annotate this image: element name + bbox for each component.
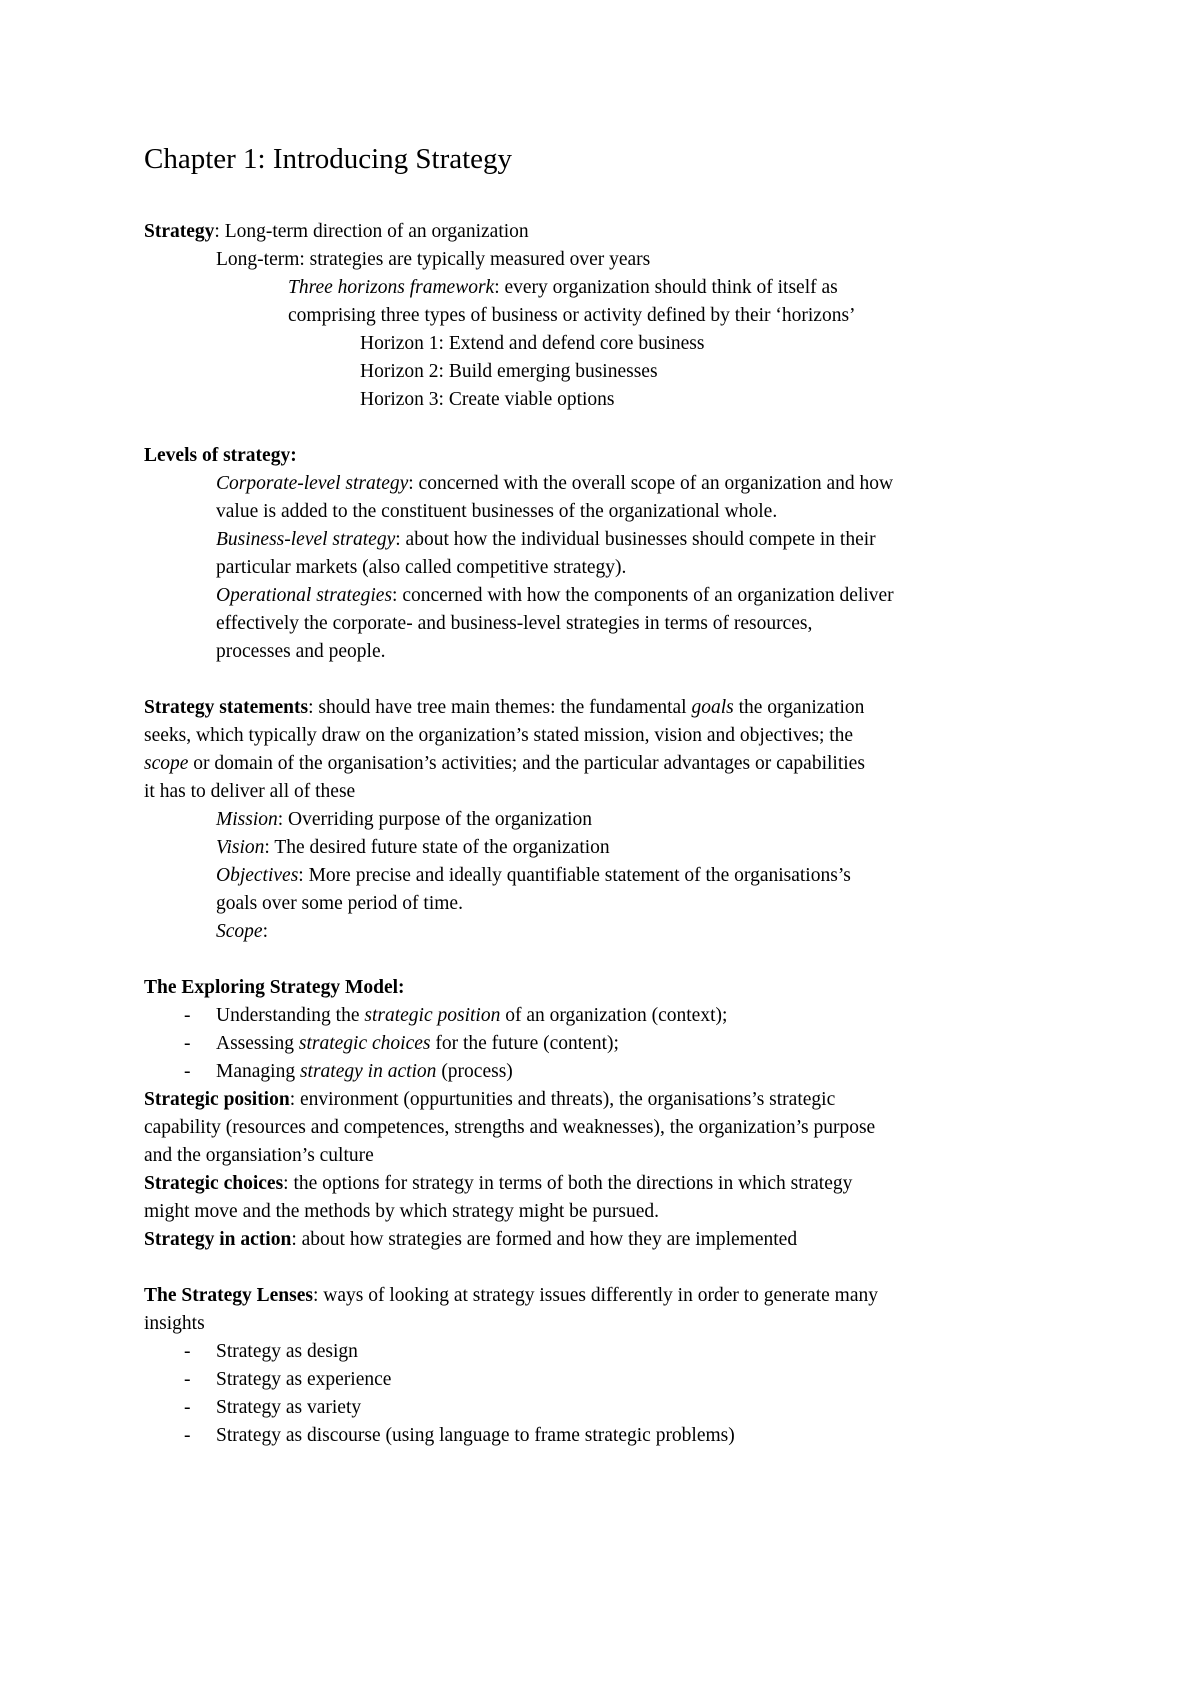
lens-item-text: Strategy as experience bbox=[216, 1369, 392, 1390]
statements-line-2: seeks, which typically draw on the organization’s stated mission, vision and objectives; the bbox=[144, 725, 854, 746]
mission-line bbox=[144, 806, 1074, 834]
three-horizons-term: Three horizons framework bbox=[288, 277, 495, 298]
model-bullet-1 bbox=[144, 1002, 1074, 1030]
spacer bbox=[144, 666, 1074, 694]
chapter-title: Chapter 1: Introducing Strategy bbox=[144, 143, 513, 175]
operational-line-3: processes and people. bbox=[216, 641, 386, 662]
lens-item-text: Strategy as variety bbox=[216, 1397, 362, 1418]
position-term: Strategic position bbox=[144, 1089, 290, 1110]
horizon-3: Horizon 3: Create viable options bbox=[360, 389, 615, 410]
operational-line-2: effectively the corporate- and business-level strategies in terms of resources, bbox=[216, 613, 813, 634]
business-level-def: : about how the individual businesses should compete in their bbox=[395, 529, 876, 550]
strategy-def-text: : Long-term direction of an organization bbox=[214, 221, 529, 242]
three-horizons-line-2: comprising three types of business or activity defined by their ‘horizons’ bbox=[288, 305, 856, 326]
position-line-2: capability (resources and competences, strengths and weaknesses), the organization’s purpose bbox=[144, 1117, 876, 1138]
statements-line-1 bbox=[144, 694, 1074, 722]
statements-text-1a: : should have tree main themes: the fundamental bbox=[308, 697, 692, 718]
strategy-definition bbox=[144, 218, 1074, 246]
choices-term: Strategic choices bbox=[144, 1173, 284, 1194]
three-horizons-line bbox=[144, 274, 1074, 302]
spacer bbox=[144, 946, 1074, 974]
choices-line-1 bbox=[144, 1170, 1074, 1198]
bullet-emphasis: strategic position bbox=[364, 1005, 501, 1026]
corporate-level-line-2: value is added to the constituent businesses of the organizational whole. bbox=[216, 501, 778, 522]
dash-marker: - bbox=[184, 1341, 191, 1362]
business-level-term: Business-level strategy bbox=[216, 529, 396, 550]
operational-term: Operational strategies bbox=[216, 585, 393, 606]
lens-item bbox=[144, 1366, 1074, 1394]
dash-marker: - bbox=[184, 1033, 191, 1054]
action-text: : about how strategies are formed and how they are implemented bbox=[291, 1229, 798, 1250]
lens-item bbox=[144, 1338, 1074, 1366]
bullet-text: Managing bbox=[216, 1061, 300, 1082]
position-line-1 bbox=[144, 1086, 1074, 1114]
lenses-term: The Strategy Lenses bbox=[144, 1285, 313, 1306]
statements-text-3b: or domain of the organisation’s activities; and the particular advantages or capabilities bbox=[188, 753, 865, 774]
mission-def: : Overriding purpose of the organization bbox=[277, 809, 593, 830]
levels-heading bbox=[144, 442, 1074, 470]
lenses-line-2: insights bbox=[144, 1313, 205, 1334]
horizon-1: Horizon 1: Extend and defend core business bbox=[360, 333, 705, 354]
scope-inline-term: scope bbox=[144, 753, 189, 774]
vision-def: : The desired future state of the organization bbox=[264, 837, 610, 858]
bullet-text: of an organization (context); bbox=[500, 1005, 728, 1026]
levels-heading-text: Levels of strategy: bbox=[144, 445, 297, 466]
operational-def: : concerned with how the components of an organization deliver bbox=[392, 585, 894, 606]
scope-term: Scope bbox=[216, 921, 263, 942]
dash-marker: - bbox=[184, 1397, 191, 1418]
lens-item bbox=[144, 1394, 1074, 1422]
corporate-level-term: Corporate-level strategy bbox=[216, 473, 409, 494]
action-line-1 bbox=[144, 1226, 1074, 1254]
lenses-text: : ways of looking at strategy issues differently in order to generate many bbox=[313, 1285, 878, 1306]
strategy-term: Strategy bbox=[144, 221, 215, 242]
corporate-level-def: : concerned with the overall scope of an organization and how bbox=[408, 473, 894, 494]
horizon-2: Horizon 2: Build emerging businesses bbox=[360, 361, 658, 382]
bullet-text: Understanding the bbox=[216, 1005, 365, 1026]
business-level-line bbox=[144, 526, 1074, 554]
objectives-term: Objectives bbox=[216, 865, 299, 886]
longterm-line: Long-term: strategies are typically measured over years bbox=[216, 249, 651, 270]
business-level-line-2: particular markets (also called competitive strategy). bbox=[216, 557, 627, 578]
document-body bbox=[144, 218, 1074, 1450]
objectives-line bbox=[144, 862, 1074, 890]
vision-term: Vision bbox=[216, 837, 265, 858]
bullet-text: for the future (content); bbox=[430, 1033, 619, 1054]
spacer bbox=[144, 414, 1074, 442]
position-text: : environment (oppurtunities and threats), the organisations’s strategic bbox=[289, 1089, 836, 1110]
vision-line bbox=[144, 834, 1074, 862]
model-bullet-2 bbox=[144, 1030, 1074, 1058]
statements-text-1b: the organization bbox=[733, 697, 865, 718]
scope-line bbox=[144, 918, 1074, 946]
statements-term: Strategy statements bbox=[144, 697, 309, 718]
lenses-line-1 bbox=[144, 1282, 1074, 1310]
action-term: Strategy in action bbox=[144, 1229, 292, 1250]
statements-line-3 bbox=[144, 750, 1074, 778]
lens-item-text: Strategy as design bbox=[216, 1341, 358, 1362]
bullet-emphasis: strategy in action bbox=[299, 1061, 437, 1082]
lens-item bbox=[144, 1422, 1074, 1450]
model-heading bbox=[144, 974, 1074, 1002]
bullet-text: Assessing bbox=[216, 1033, 299, 1054]
lens-item-text: Strategy as discourse (using language to frame strategic problems) bbox=[216, 1425, 735, 1446]
position-line-3: and the organsiation’s culture bbox=[144, 1145, 374, 1166]
corporate-level-line bbox=[144, 470, 1074, 498]
objectives-line-2: goals over some period of time. bbox=[216, 893, 463, 914]
choices-line-2: might move and the methods by which strategy might be pursued. bbox=[144, 1201, 660, 1222]
dash-marker: - bbox=[184, 1061, 191, 1082]
spacer bbox=[144, 1254, 1074, 1282]
statements-line-4: it has to deliver all of these bbox=[144, 781, 356, 802]
dash-marker: - bbox=[184, 1005, 191, 1026]
bullet-text: (process) bbox=[436, 1061, 513, 1082]
dash-marker: - bbox=[184, 1369, 191, 1390]
objectives-def: : More precise and ideally quantifiable statement of the organisations’s bbox=[298, 865, 851, 886]
operational-line bbox=[144, 582, 1074, 610]
three-horizons-def: : every organization should think of itself as bbox=[494, 277, 838, 298]
model-heading-text: The Exploring Strategy Model: bbox=[144, 977, 405, 998]
choices-text: : the options for strategy in terms of both the directions in which strategy bbox=[283, 1173, 853, 1194]
goals-term: goals bbox=[691, 697, 734, 718]
dash-marker: - bbox=[184, 1425, 191, 1446]
bullet-emphasis: strategic choices bbox=[298, 1033, 431, 1054]
model-bullet-3 bbox=[144, 1058, 1074, 1086]
mission-term: Mission bbox=[216, 809, 278, 830]
scope-def: : bbox=[262, 921, 268, 942]
